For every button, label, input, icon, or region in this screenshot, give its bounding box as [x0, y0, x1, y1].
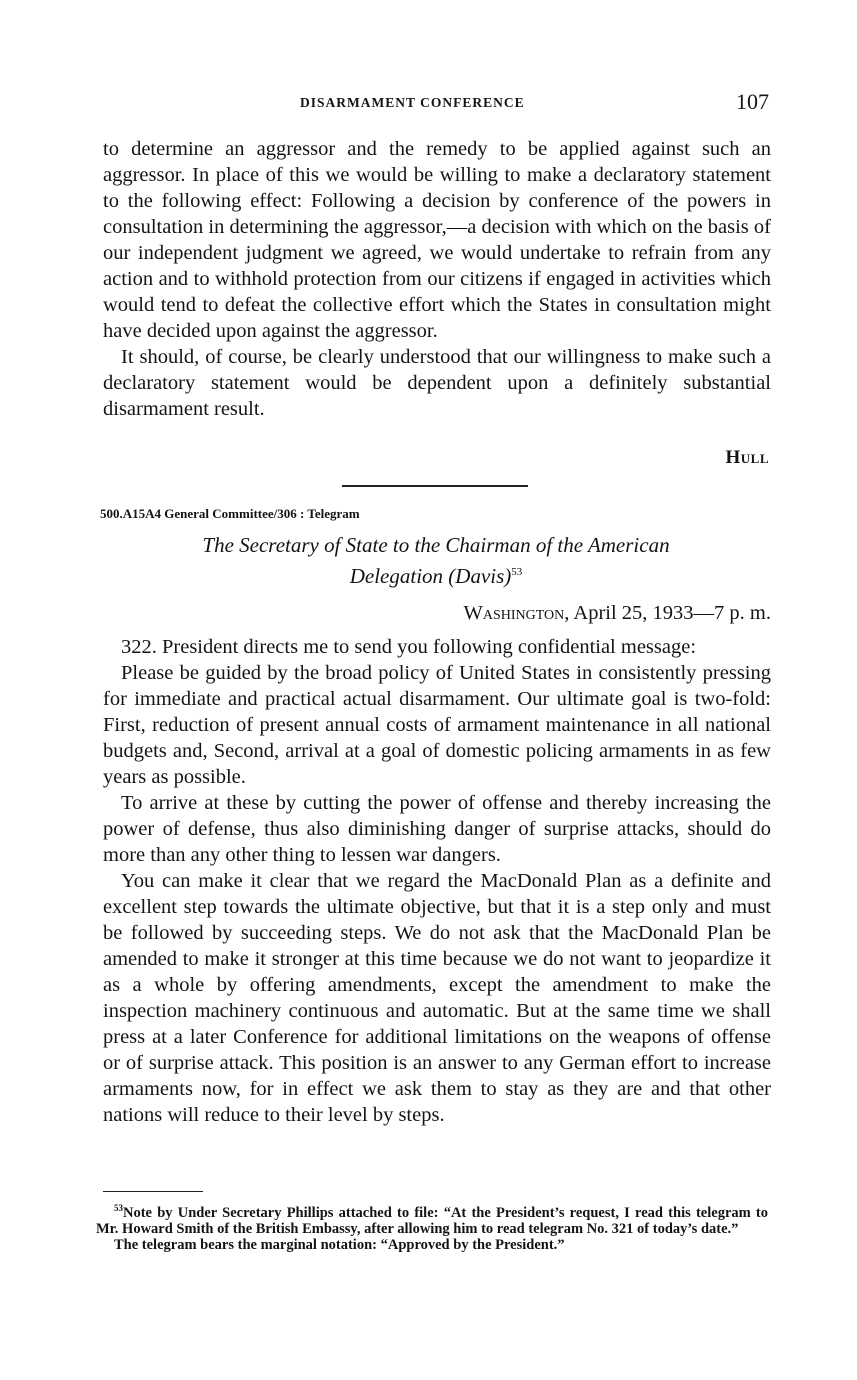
signature: Hull [725, 447, 769, 468]
footnote-rule [103, 1191, 203, 1192]
paragraph: To arrive at these by cutting the power of offense and thereby increasing the power of defense, thus also diminishing danger of surprise attacks, should do more than any other thing to lessen war dangers. [103, 792, 771, 866]
dateline-date: , April 25, 1933—7 p. m. [564, 602, 771, 624]
dateline [464, 602, 771, 625]
paragraph: 322. President directs me to send you following confidential message: [121, 636, 697, 658]
title-line-2-text: Delegation (Davis) [349, 564, 512, 588]
paragraph: Please be guided by the broad policy of United States in consistently pressing for immediate and practical actual disarmament. Our ultimate goal is two-fold: First, reduction of present annual costs of armament maintenance in all national budgets and, Second, arrival at a goal of domestic policing armaments in as few years as possible. [103, 662, 771, 788]
paragraph: to determine an aggressor and the remedy to be applied against such an aggressor. In place of this we would be willing to make a declaratory statement to the following effect: Following a decision by conference of the powers in consultation in determining the aggressor,—a decision with which on the basis of our independent judgment we agreed, we would undertake to refrain from any action and to withhold protection from our citizens if engaged in activities which would tend to defeat the collective effort which the States in consultation might have decided upon against the aggressor. [103, 138, 771, 342]
title-line-1: The Secretary of State to the Chairman of the American [202, 533, 670, 557]
footnote [96, 1200, 768, 1237]
footnotes [96, 1200, 768, 1253]
page-number: 107 [736, 89, 769, 114]
file-reference: 500.A15A4 General Committee/306 : Telegram [100, 506, 360, 521]
footnote-text: Note by Under Secretary Phillips attached to file: “At the President’s request, I read this telegram to Mr. Howard Smith of the British Embassy, after allowing him to read telegram No. 321 of today’s date.” [96, 1204, 768, 1237]
paragraph: It should, of course, be clearly understood that our willingness to make such a declaratory statement would be dependent upon a definitely substantial disarmament result. [103, 346, 771, 420]
footnote-continuation: The telegram bears the marginal notation: “Approved by the President.” [114, 1236, 565, 1253]
continued-text-block [103, 136, 771, 422]
running-title: DISARMAMENT CONFERENCE [300, 95, 525, 110]
document-title [100, 532, 772, 590]
footnote-reference: 53 [511, 566, 523, 578]
footnote-marker: 53 [114, 1203, 123, 1213]
section-divider [342, 485, 528, 487]
paragraph: You can make it clear that we regard the MacDonald Plan as a definite and excellent step towards the ultimate objective, but that it is a step only and must be followed by succeeding steps. We do not ask that the MacDonald Plan be amended to make it stronger at this time because we do not want to jeopardize it as a whole by offering amendments, except the amendment to make the inspection machinery continuous and automatic. But at the same time we shall press at a later Conference for additional limitations on the weapons of offense or of surprise attack. This position is an answer to any German effort to increase armaments now, for in effect we ask them to stay as they are and that other nations will reduce to their level by steps. [103, 870, 771, 1126]
title-line-2 [100, 559, 772, 590]
telegram-body [103, 634, 771, 1128]
dateline-place: Washington [463, 602, 565, 624]
